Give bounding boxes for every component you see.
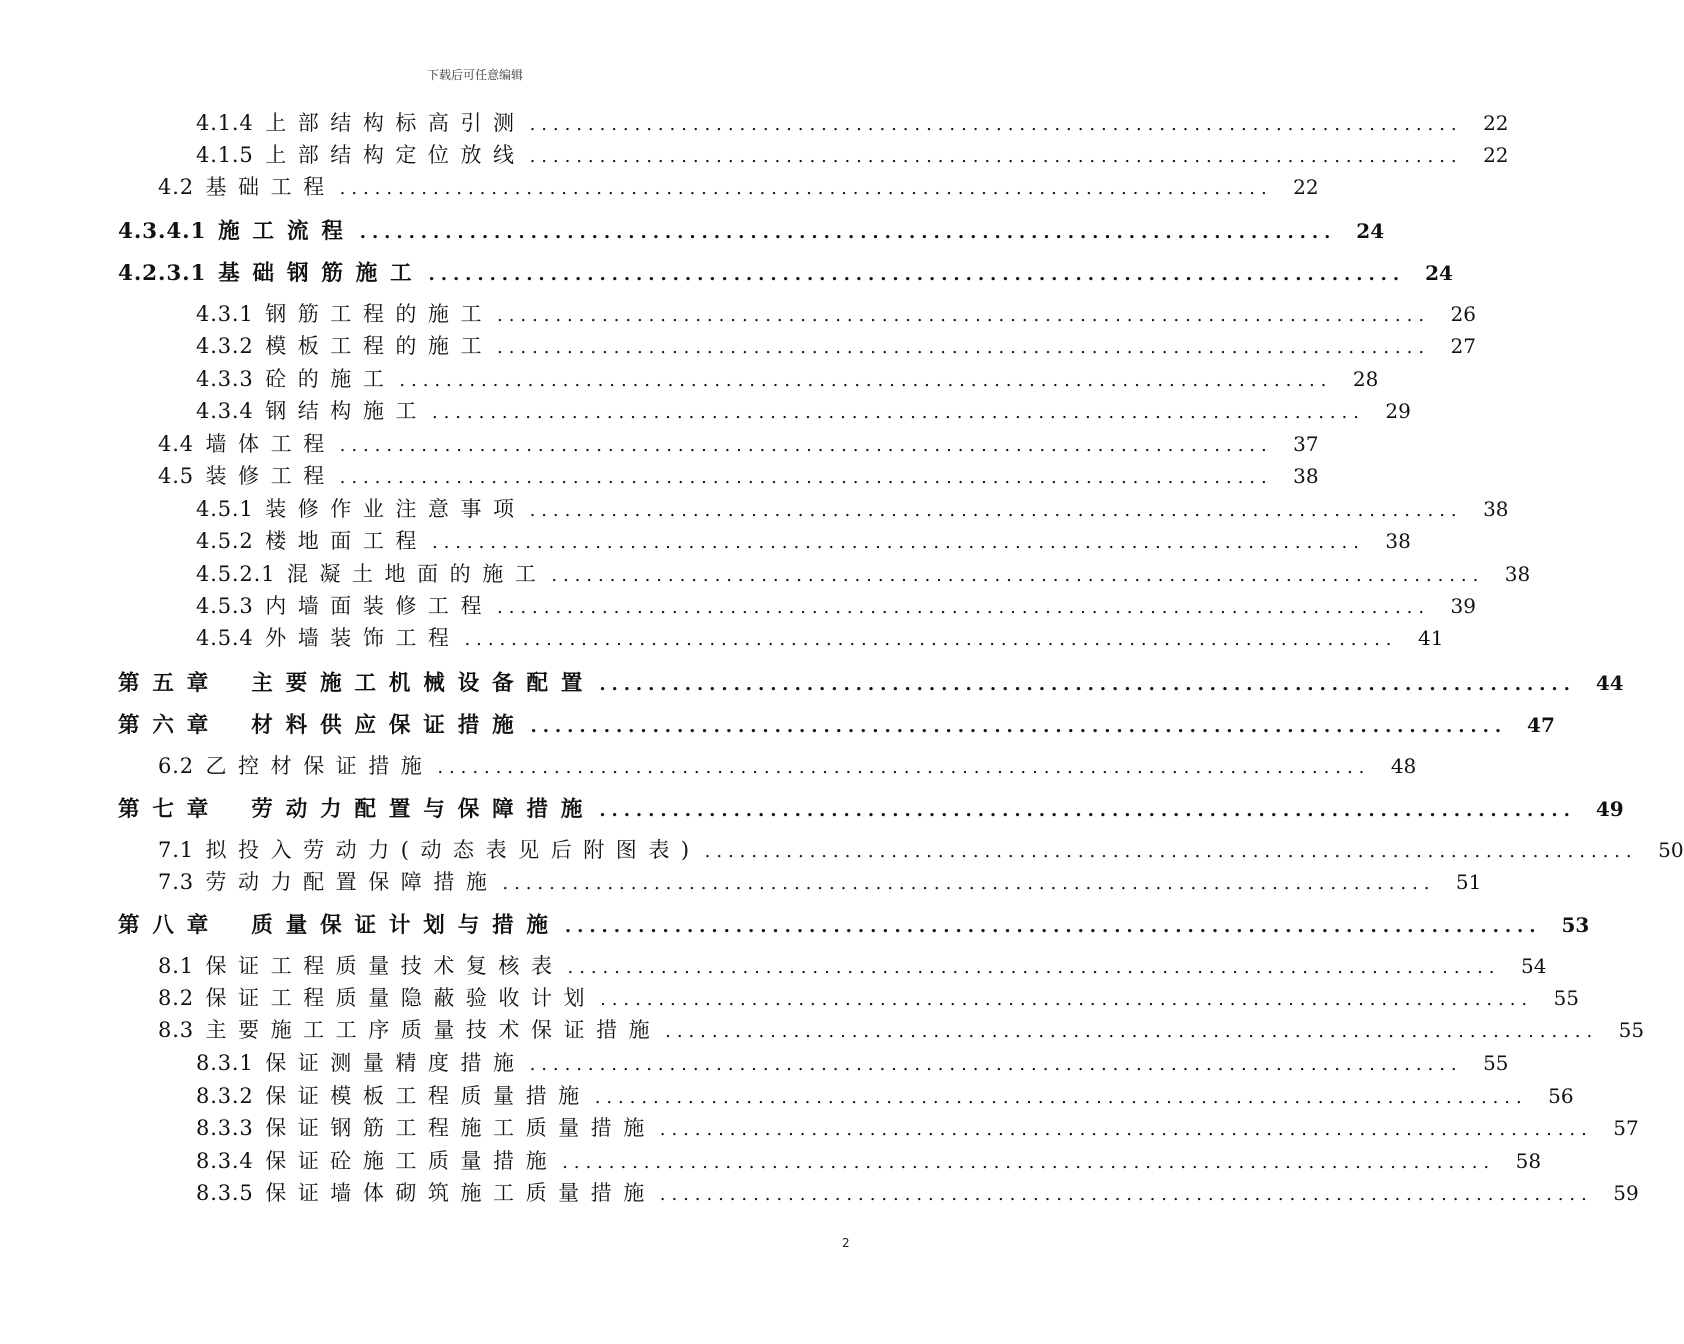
toc-entry[interactable] bbox=[196, 493, 1509, 523]
toc-entry-number: 4.1.5 bbox=[196, 143, 254, 167]
toc-entry-title: 质量保证计划与措施 bbox=[251, 913, 561, 938]
toc-entry-label bbox=[196, 493, 526, 523]
page-header: 下载后可任意编辑 bbox=[426, 68, 523, 82]
toc-entry-number: 4.5.2.1 bbox=[196, 562, 276, 586]
toc-entry-label bbox=[196, 1047, 526, 1077]
toc-entry[interactable] bbox=[118, 666, 1624, 696]
toc-entry-number: 第五章 bbox=[118, 671, 222, 696]
toc-entry-page: 58 bbox=[1515, 1149, 1542, 1173]
toc-leader-dots: ................................................................................ bbox=[497, 305, 1430, 326]
toc-entry-number: 8.3 bbox=[158, 1018, 194, 1042]
toc-entry-title: 砼的施工 bbox=[265, 367, 396, 391]
toc-entry[interactable] bbox=[158, 866, 1482, 896]
toc-entry-number: 4.5.2 bbox=[196, 529, 254, 553]
toc-entry-number: 8.1 bbox=[158, 954, 194, 978]
toc-entry[interactable] bbox=[118, 908, 1590, 938]
toc-entry-number: 第八章 bbox=[118, 913, 222, 938]
toc-entry-label bbox=[158, 428, 336, 458]
toc-entry-title: 基础工程 bbox=[205, 175, 336, 199]
toc-entry-page: 22 bbox=[1483, 111, 1509, 135]
toc-entry[interactable] bbox=[158, 428, 1319, 458]
toc-leader-dots: ................................................................................ bbox=[564, 916, 1542, 937]
toc-entry[interactable] bbox=[118, 214, 1385, 244]
toc-entry-number: 4.3.1 bbox=[196, 302, 254, 326]
toc-leader-dots: ................................................................................ bbox=[431, 532, 1365, 553]
toc-leader-dots: ................................................................................ bbox=[431, 402, 1365, 423]
toc-entry-number: 4.4 bbox=[158, 432, 194, 456]
toc-entry-title: 主要施工机械设备配置 bbox=[251, 671, 596, 696]
toc-entry-page: 57 bbox=[1613, 1116, 1639, 1140]
toc-entry-number: 8.3.4 bbox=[196, 1149, 254, 1173]
toc-leader-dots: ................................................................................ bbox=[497, 597, 1430, 618]
toc-entry-label bbox=[196, 622, 461, 652]
toc-leader-dots: ................................................................................ bbox=[437, 757, 1371, 778]
toc-entry-title: 保证模板工程质量措施 bbox=[265, 1084, 591, 1108]
toc-entry-label bbox=[158, 750, 433, 780]
toc-entry[interactable] bbox=[118, 792, 1624, 822]
toc-entry-page: 38 bbox=[1504, 562, 1531, 586]
toc-entry-number: 8.3.1 bbox=[196, 1051, 254, 1075]
toc-entry-page: 28 bbox=[1352, 367, 1379, 391]
toc-entry-page: 37 bbox=[1293, 432, 1319, 456]
toc-entry-title: 材料供应保证措施 bbox=[251, 713, 527, 738]
toc-entry-title: 钢筋工程的施工 bbox=[265, 302, 494, 326]
toc-entry-label bbox=[158, 982, 596, 1012]
toc-entry-title: 基础钢筋施工 bbox=[218, 261, 425, 286]
toc-entry-label bbox=[196, 107, 526, 137]
toc-entry-page: 38 bbox=[1385, 529, 1411, 553]
toc-entry-title: 外墙装饰工程 bbox=[265, 626, 461, 650]
toc-entry-number: 8.3.2 bbox=[196, 1084, 254, 1108]
toc-entry-label bbox=[118, 792, 595, 823]
toc-entry[interactable] bbox=[196, 107, 1509, 137]
toc-entry-label bbox=[196, 395, 428, 425]
toc-entry-page: 22 bbox=[1293, 175, 1319, 199]
toc-leader-dots: ................................................................................ bbox=[529, 500, 1463, 521]
toc-entry-label bbox=[196, 525, 428, 555]
toc-entry-number: 4.3.4.1 bbox=[118, 219, 207, 244]
toc-entry-label bbox=[196, 1080, 591, 1110]
toc-leader-dots: ................................................................................ bbox=[359, 222, 1337, 243]
toc-entry-title: 劳动力配置保障措施 bbox=[205, 870, 499, 894]
toc-entry-title: 模板工程的施工 bbox=[265, 334, 494, 358]
toc-entry-title: 装修工程 bbox=[205, 464, 336, 488]
toc-entry[interactable] bbox=[158, 460, 1319, 490]
toc-entry-title: 保证工程质量隐蔽验收计划 bbox=[205, 986, 597, 1010]
toc-leader-dots: ................................................................................ bbox=[600, 989, 1534, 1010]
toc-leader-dots: ................................................................................ bbox=[665, 1021, 1599, 1042]
toc-entry-label bbox=[196, 1145, 558, 1175]
toc-entry[interactable] bbox=[118, 256, 1453, 286]
toc-entry-number: 4.3.3 bbox=[196, 367, 254, 391]
toc-entry[interactable] bbox=[196, 1145, 1542, 1175]
toc-entry-label bbox=[118, 908, 561, 939]
toc-entry-title: 墙体工程 bbox=[205, 432, 336, 456]
toc-entry-page: 38 bbox=[1483, 497, 1509, 521]
toc-entry[interactable] bbox=[196, 558, 1531, 588]
toc-entry-number: 第七章 bbox=[118, 797, 222, 822]
toc-leader-dots: ................................................................................ bbox=[339, 178, 1273, 199]
toc-entry-number: 7.3 bbox=[158, 870, 194, 894]
toc-entry-title: 乙控材保证措施 bbox=[205, 754, 434, 778]
toc-entry-number: 4.2 bbox=[158, 175, 194, 199]
toc-entry-title: 保证测量精度措施 bbox=[265, 1051, 526, 1075]
toc-entry-page: 47 bbox=[1527, 713, 1555, 737]
toc-entry-title: 上部结构定位放线 bbox=[265, 143, 526, 167]
toc-entry-page: 29 bbox=[1385, 399, 1411, 423]
toc-leader-dots: ................................................................................ bbox=[567, 957, 1501, 978]
toc-entry[interactable] bbox=[196, 139, 1509, 169]
toc-entry-page: 39 bbox=[1450, 594, 1476, 618]
toc-entry[interactable] bbox=[118, 708, 1555, 738]
toc-entry-label bbox=[196, 330, 493, 360]
toc-entry-page: 41 bbox=[1417, 626, 1444, 650]
toc-entry-label bbox=[196, 363, 395, 393]
toc-entry[interactable] bbox=[158, 1014, 1645, 1044]
toc-entry-label bbox=[158, 834, 701, 864]
toc-entry-page: 53 bbox=[1561, 913, 1590, 937]
toc-entry-page: 38 bbox=[1293, 464, 1319, 488]
toc-entry-label bbox=[118, 214, 356, 245]
toc-entry-page: 48 bbox=[1390, 754, 1417, 778]
toc-entry-page: 26 bbox=[1450, 302, 1476, 326]
toc-entry-label bbox=[196, 298, 493, 328]
toc-entry[interactable] bbox=[196, 590, 1476, 620]
toc-leader-dots: ................................................................................ bbox=[529, 146, 1463, 167]
toc-entry[interactable] bbox=[196, 1177, 1639, 1207]
toc-entry-page: 59 bbox=[1613, 1181, 1639, 1205]
toc-leader-dots: ................................................................................ bbox=[497, 337, 1430, 358]
toc-leader-dots: ................................................................................ bbox=[599, 674, 1576, 695]
toc-entry[interactable] bbox=[158, 834, 1684, 864]
toc-entry-number: 4.3.4 bbox=[196, 399, 254, 423]
toc-entry-title: 保证钢筋工程施工质量措施 bbox=[265, 1116, 656, 1140]
toc-leader-dots: ................................................................................ bbox=[399, 370, 1333, 391]
toc-entry-page: 55 bbox=[1483, 1051, 1509, 1075]
toc-entry-page: 44 bbox=[1595, 671, 1624, 695]
toc-entry-number: 8.3.5 bbox=[196, 1181, 254, 1205]
toc-entry-page: 54 bbox=[1521, 954, 1547, 978]
toc-entry-number: 4.2.3.1 bbox=[118, 261, 207, 286]
toc-entry-page: 51 bbox=[1455, 870, 1482, 894]
toc-entry[interactable] bbox=[196, 298, 1476, 328]
page-number: 2 bbox=[842, 1236, 850, 1250]
toc-entry-label bbox=[196, 590, 493, 620]
toc-entry-title: 劳动力配置与保障措施 bbox=[251, 797, 596, 822]
toc-entry[interactable] bbox=[158, 750, 1417, 780]
toc-entry[interactable] bbox=[196, 395, 1411, 425]
toc-entry-label bbox=[118, 708, 527, 739]
toc-entry-page: 24 bbox=[1356, 219, 1385, 243]
toc-entry-title: 保证工程质量技术复核表 bbox=[205, 954, 564, 978]
toc-leader-dots: ................................................................................ bbox=[594, 1087, 1528, 1108]
toc-entry-label bbox=[158, 171, 336, 201]
toc-entry-title: 楼地面工程 bbox=[265, 529, 428, 553]
toc-entry-page: 56 bbox=[1548, 1084, 1574, 1108]
toc-entry-label bbox=[196, 1177, 656, 1207]
toc-entry-label bbox=[196, 139, 526, 169]
toc-entry-label bbox=[158, 1014, 661, 1044]
toc-entry[interactable] bbox=[158, 171, 1319, 201]
toc-entry-page: 22 bbox=[1483, 143, 1509, 167]
toc-leader-dots: ................................................................................ bbox=[551, 565, 1485, 586]
toc-entry-label bbox=[196, 1112, 656, 1142]
toc-entry-title: 保证墙体砌筑施工质量措施 bbox=[265, 1181, 656, 1205]
toc-entry-page: 27 bbox=[1450, 334, 1476, 358]
toc-leader-dots: ................................................................................ bbox=[704, 841, 1638, 862]
toc-leader-dots: ................................................................................ bbox=[529, 114, 1463, 135]
toc-leader-dots: ................................................................................ bbox=[659, 1119, 1593, 1140]
toc-leader-dots: ................................................................................ bbox=[530, 716, 1508, 737]
toc-entry-label bbox=[118, 256, 425, 287]
toc-leader-dots: ................................................................................ bbox=[339, 435, 1273, 456]
toc-entry-number: 4.3.2 bbox=[196, 334, 254, 358]
toc-entry-title: 施工流程 bbox=[218, 219, 356, 244]
toc-entry[interactable] bbox=[196, 1112, 1639, 1142]
toc-entry-label bbox=[158, 460, 336, 490]
toc-entry-title: 钢结构施工 bbox=[265, 399, 428, 423]
toc-entry-page: 50 bbox=[1658, 838, 1684, 862]
toc-entry-page: 55 bbox=[1553, 986, 1580, 1010]
toc-leader-dots: ................................................................................ bbox=[659, 1184, 1593, 1205]
toc-entry-title: 主要施工工序质量技术保证措施 bbox=[205, 1018, 662, 1042]
toc-leader-dots: ................................................................................ bbox=[464, 629, 1398, 650]
toc-entry-number: 第六章 bbox=[118, 713, 222, 738]
toc-entry[interactable] bbox=[196, 525, 1411, 555]
toc-entry-number: 4.5.3 bbox=[196, 594, 254, 618]
toc-entry-page: 49 bbox=[1595, 797, 1624, 821]
toc-entry-title: 上部结构标高引测 bbox=[265, 111, 526, 135]
toc-leader-dots: ................................................................................ bbox=[428, 264, 1406, 285]
toc-entry-title: 拟投入劳动力(动态表见后附图表) bbox=[205, 838, 701, 862]
toc-entry-title: 混凝土地面的施工 bbox=[286, 562, 548, 586]
toc-entry-number: 4.5.4 bbox=[196, 626, 254, 650]
toc-entry[interactable] bbox=[158, 950, 1547, 980]
toc-entry-number: 8.2 bbox=[158, 986, 194, 1010]
toc-entry[interactable] bbox=[196, 1047, 1509, 1077]
toc-entry-title: 装修作业注意事项 bbox=[265, 497, 526, 521]
toc-leader-dots: ................................................................................ bbox=[529, 1054, 1463, 1075]
toc-entry-page: 55 bbox=[1618, 1018, 1645, 1042]
toc-leader-dots: ................................................................................ bbox=[562, 1152, 1496, 1173]
toc-entry-number: 4.5 bbox=[158, 464, 194, 488]
toc-entry-number: 4.5.1 bbox=[196, 497, 254, 521]
toc-entry-number: 8.3.3 bbox=[196, 1116, 254, 1140]
toc-entry[interactable] bbox=[196, 1080, 1574, 1110]
toc-entry-number: 4.1.4 bbox=[196, 111, 254, 135]
toc-entry-label bbox=[196, 558, 547, 588]
toc-entry[interactable] bbox=[196, 622, 1444, 652]
toc-entry[interactable] bbox=[158, 982, 1580, 1012]
toc-entry-page: 24 bbox=[1425, 261, 1453, 285]
toc-entry[interactable] bbox=[196, 363, 1379, 393]
toc-entry[interactable] bbox=[196, 330, 1476, 360]
toc-leader-dots: ................................................................................ bbox=[339, 467, 1273, 488]
toc-entry-label bbox=[158, 950, 564, 980]
toc-entry-label bbox=[118, 666, 595, 697]
toc-entry-title: 保证砼施工质量措施 bbox=[265, 1149, 559, 1173]
toc-entry-number: 6.2 bbox=[158, 754, 194, 778]
toc-leader-dots: ................................................................................ bbox=[599, 800, 1576, 821]
toc-leader-dots: ................................................................................ bbox=[502, 873, 1436, 894]
toc-entry-label bbox=[158, 866, 498, 896]
toc-entry-number: 7.1 bbox=[158, 838, 194, 862]
toc-entry-title: 内墙面装修工程 bbox=[265, 594, 494, 618]
